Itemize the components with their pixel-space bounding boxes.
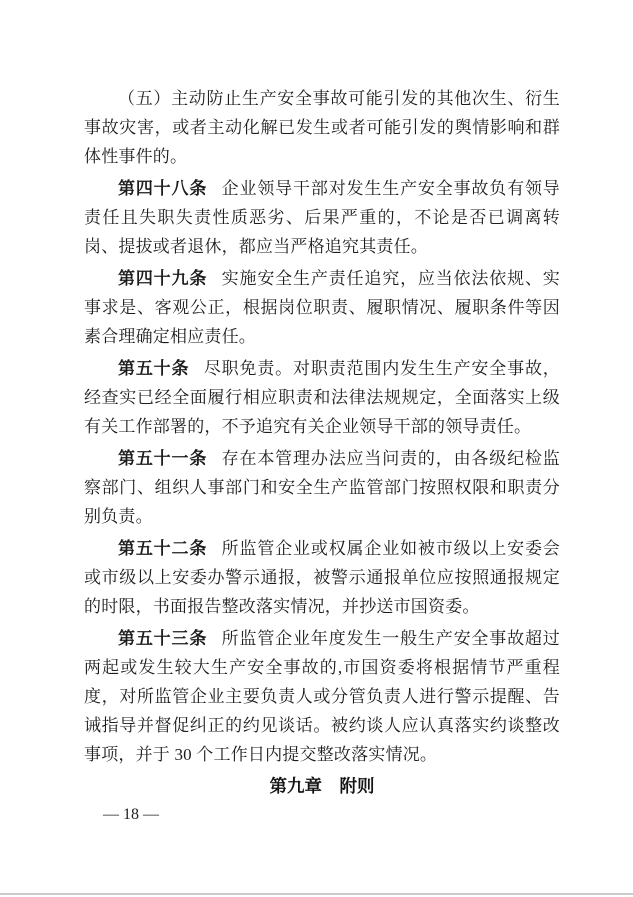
- article-number: 第五十三条: [118, 629, 208, 648]
- paragraph-text: 实施安全生产责任追究，应当依法依规、实事求是、客观公正，根据岗位职责、履职情况、履职条件等因素合理确定相应责任。: [84, 269, 560, 346]
- article-number: 第五十二条: [118, 539, 208, 558]
- article-number: 第五十条: [118, 359, 190, 378]
- paragraph-text: 存在本管理办法应当问责的，由各级纪检监察部门、组织人事部门和安全生产监管部门按照权限和职责分别负责。: [84, 449, 560, 526]
- paragraph-text: （五）主动防止生产安全事故可能引发的其他次生、衍生事故灾害，或者主动化解已发生或者可能引发的舆情影响和群体性事件的。: [84, 89, 560, 166]
- article-number: 第四十八条: [118, 179, 208, 198]
- paragraph-text: 所监管企业或权属企业如被市级以上安委会或市级以上安委办警示通报，被警示通报单位应按照通报规定的时限，书面报告整改落实情况，并抄送市国资委。: [84, 539, 560, 616]
- paragraph-text: 所监管企业年度发生一般生产安全事故超过两起或发生较大生产安全事故的,市国资委将根据情节严重程度，对所监管企业主要负责人或分管负责人进行警示提醒、告诫指导并督促纠正的约见谈话。被约谈人应认真落实约谈整改事项，并于 30 个工作日内提交整改落实情况。: [84, 629, 560, 764]
- article-50-paragraph: [84, 354, 560, 441]
- page-bottom-edge: [0, 893, 633, 895]
- paragraph-text: 企业领导干部对发生生产安全事故负有领导责任且失职失责性质恶劣、后果严重的，不论是否已调离转岗、提拔或者退休，都应当严格追究其责任。: [84, 179, 560, 256]
- chapter-heading: 第九章 附则: [269, 776, 375, 796]
- article-49-paragraph: [84, 264, 560, 351]
- article-number: 第四十九条: [118, 269, 208, 288]
- document-body: [84, 84, 560, 801]
- page-number: — 18 —: [103, 806, 159, 823]
- article-number: 第五十一条: [118, 449, 208, 468]
- article-51-paragraph: [84, 444, 560, 531]
- paragraph-text: 尽职免责。对职责范围内发生生产安全事故，经查实已经全面履行相应职责和法律法规规定，全面落实上级有关工作部署的，不予追究有关企业领导干部的领导责任。: [84, 359, 560, 436]
- article-53-paragraph: [84, 624, 560, 769]
- article-48-paragraph: [84, 174, 560, 261]
- article-52-paragraph: [84, 534, 560, 621]
- clause-item-5: [84, 84, 560, 171]
